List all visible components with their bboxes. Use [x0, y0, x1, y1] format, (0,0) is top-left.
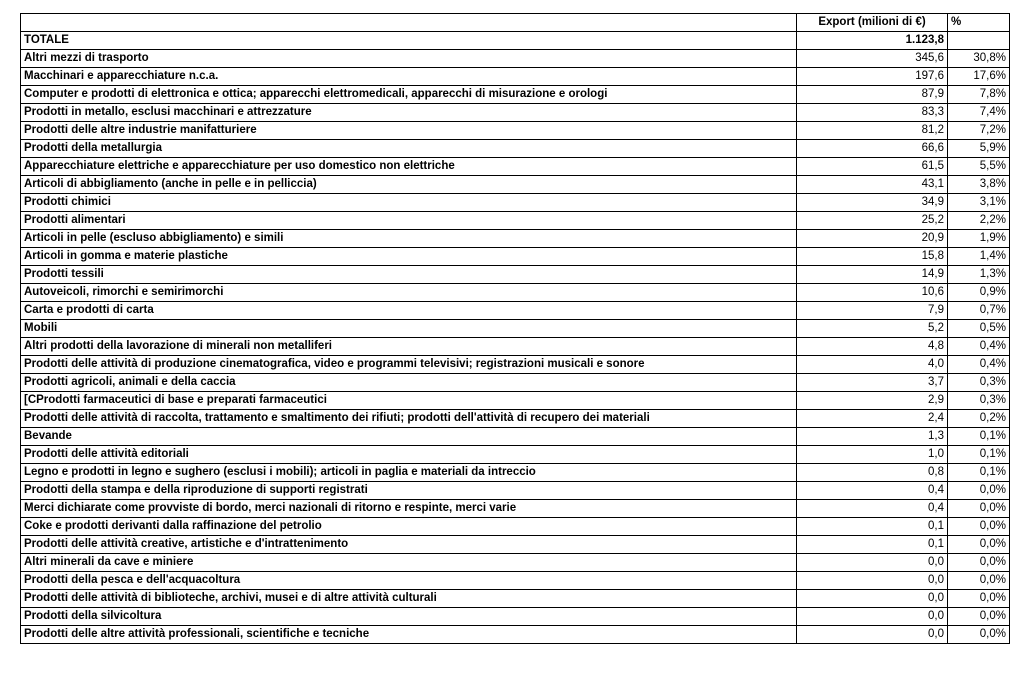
row-export-cell: 1,0: [797, 446, 948, 464]
table-row: [21, 194, 1010, 212]
row-label-cell: Articoli in gomma e materie plastiche: [21, 248, 797, 266]
row-export-cell: 10,6: [797, 284, 948, 302]
total-pct-cell: [948, 32, 1010, 50]
row-export-cell: 0,0: [797, 572, 948, 590]
total-row: [21, 32, 1010, 50]
row-export-cell: 0,4: [797, 500, 948, 518]
row-export-cell: 81,2: [797, 122, 948, 140]
row-label-cell: Carta e prodotti di carta: [21, 302, 797, 320]
table-row: [21, 482, 1010, 500]
table-row: [21, 266, 1010, 284]
row-export-cell: 14,9: [797, 266, 948, 284]
table-row: [21, 446, 1010, 464]
row-label-cell: Articoli in pelle (escluso abbigliamento) e simili: [21, 230, 797, 248]
row-export-cell: 0,4: [797, 482, 948, 500]
row-export-cell: 20,9: [797, 230, 948, 248]
table-row: [21, 572, 1010, 590]
row-label-cell: Altri minerali da cave e miniere: [21, 554, 797, 572]
table-row: [21, 338, 1010, 356]
row-export-cell: 1,3: [797, 428, 948, 446]
row-label-cell: Computer e prodotti di elettronica e ottica; apparecchi elettromedicali, apparecchi di misurazione e orologi: [21, 86, 797, 104]
row-pct-cell: 2,2%: [948, 212, 1010, 230]
header-export-cell: Export (milioni di €): [797, 14, 948, 32]
row-pct-cell: 0,1%: [948, 464, 1010, 482]
row-pct-cell: 3,8%: [948, 176, 1010, 194]
table-row: [21, 248, 1010, 266]
row-pct-cell: 0,0%: [948, 536, 1010, 554]
row-label-cell: Autoveicoli, rimorchi e semirimorchi: [21, 284, 797, 302]
table-row: [21, 392, 1010, 410]
row-pct-cell: 5,9%: [948, 140, 1010, 158]
row-pct-cell: 0,1%: [948, 446, 1010, 464]
row-pct-cell: 0,2%: [948, 410, 1010, 428]
row-pct-cell: 7,2%: [948, 122, 1010, 140]
row-pct-cell: 0,0%: [948, 500, 1010, 518]
row-export-cell: 0,1: [797, 536, 948, 554]
table-row: [21, 464, 1010, 482]
table-row: [21, 590, 1010, 608]
row-pct-cell: 0,3%: [948, 392, 1010, 410]
row-label-cell: Articoli di abbigliamento (anche in pelle e in pelliccia): [21, 176, 797, 194]
row-export-cell: 0,0: [797, 608, 948, 626]
table-row: [21, 320, 1010, 338]
row-pct-cell: 0,0%: [948, 554, 1010, 572]
row-label-cell: Prodotti della stampa e della riproduzione di supporti registrati: [21, 482, 797, 500]
table-row: [21, 536, 1010, 554]
row-label-cell: Prodotti delle attività editoriali: [21, 446, 797, 464]
table-row: [21, 500, 1010, 518]
row-label-cell: Prodotti delle attività di raccolta, trattamento e smaltimento dei rifiuti; prodotti dell'attività di recupero dei materiali: [21, 410, 797, 428]
row-label-cell: Prodotti alimentari: [21, 212, 797, 230]
row-label-cell: Prodotti agricoli, animali e della caccia: [21, 374, 797, 392]
table-row: [21, 626, 1010, 644]
row-pct-cell: 0,0%: [948, 608, 1010, 626]
total-label-cell: TOTALE: [21, 32, 797, 50]
row-label-cell: Prodotti chimici: [21, 194, 797, 212]
row-label-cell: Prodotti delle altre industrie manifatturiere: [21, 122, 797, 140]
table-row: [21, 158, 1010, 176]
row-export-cell: 7,9: [797, 302, 948, 320]
row-export-cell: 25,2: [797, 212, 948, 230]
row-label-cell: Altri mezzi di trasporto: [21, 50, 797, 68]
row-label-cell: Prodotti tessili: [21, 266, 797, 284]
row-pct-cell: 0,9%: [948, 284, 1010, 302]
row-label-cell: Apparecchiature elettriche e apparecchiature per uso domestico non elettriche: [21, 158, 797, 176]
row-pct-cell: 0,0%: [948, 572, 1010, 590]
table-row: [21, 86, 1010, 104]
row-pct-cell: 0,5%: [948, 320, 1010, 338]
row-export-cell: 0,0: [797, 554, 948, 572]
row-export-cell: 2,9: [797, 392, 948, 410]
row-label-cell: Bevande: [21, 428, 797, 446]
table-row: [21, 608, 1010, 626]
row-pct-cell: 0,0%: [948, 626, 1010, 644]
row-export-cell: 83,3: [797, 104, 948, 122]
row-label-cell: Coke e prodotti derivanti dalla raffinazione del petrolio: [21, 518, 797, 536]
row-label-cell: Merci dichiarate come provviste di bordo, merci nazionali di ritorno e respinte, merci varie: [21, 500, 797, 518]
table-row: [21, 104, 1010, 122]
row-label-cell: Prodotti della metallurgia: [21, 140, 797, 158]
row-export-cell: 345,6: [797, 50, 948, 68]
row-export-cell: 66,6: [797, 140, 948, 158]
row-label-cell: Mobili: [21, 320, 797, 338]
row-export-cell: 5,2: [797, 320, 948, 338]
row-label-cell: Prodotti delle attività di biblioteche, archivi, musei e di altre attività culturali: [21, 590, 797, 608]
table-row: [21, 212, 1010, 230]
row-label-cell: Prodotti delle altre attività professionali, scientifiche e tecniche: [21, 626, 797, 644]
row-pct-cell: 30,8%: [948, 50, 1010, 68]
row-pct-cell: 17,6%: [948, 68, 1010, 86]
row-label-cell: Macchinari e apparecchiature n.c.a.: [21, 68, 797, 86]
row-pct-cell: 0,4%: [948, 356, 1010, 374]
row-label-cell: Prodotti della silvicoltura: [21, 608, 797, 626]
row-export-cell: 87,9: [797, 86, 948, 104]
row-label-cell: Altri prodotti della lavorazione di minerali non metalliferi: [21, 338, 797, 356]
table-row: [21, 356, 1010, 374]
table-row: [21, 554, 1010, 572]
row-pct-cell: 5,5%: [948, 158, 1010, 176]
row-export-cell: 43,1: [797, 176, 948, 194]
row-pct-cell: 0,0%: [948, 482, 1010, 500]
table-row: [21, 374, 1010, 392]
export-table: [20, 13, 1010, 644]
table-row: [21, 518, 1010, 536]
header-row: [21, 14, 1010, 32]
row-label-cell: Prodotti delle attività di produzione cinematografica, video e programmi televisivi; registrazioni musicali e sonore: [21, 356, 797, 374]
row-export-cell: 0,0: [797, 590, 948, 608]
row-pct-cell: 0,4%: [948, 338, 1010, 356]
table-row: [21, 140, 1010, 158]
row-pct-cell: 0,0%: [948, 590, 1010, 608]
row-export-cell: 0,8: [797, 464, 948, 482]
row-export-cell: 61,5: [797, 158, 948, 176]
table-row: [21, 302, 1010, 320]
row-pct-cell: 7,8%: [948, 86, 1010, 104]
row-export-cell: 0,0: [797, 626, 948, 644]
row-export-cell: 2,4: [797, 410, 948, 428]
row-pct-cell: 1,3%: [948, 266, 1010, 284]
header-pct-cell: %: [948, 14, 1010, 32]
table-row: [21, 68, 1010, 86]
table-row: [21, 176, 1010, 194]
row-export-cell: 34,9: [797, 194, 948, 212]
row-export-cell: 15,8: [797, 248, 948, 266]
row-label-cell: [CProdotti farmaceutici di base e preparati farmaceutici: [21, 392, 797, 410]
table-row: [21, 284, 1010, 302]
table-row: [21, 122, 1010, 140]
row-pct-cell: 1,9%: [948, 230, 1010, 248]
row-pct-cell: 1,4%: [948, 248, 1010, 266]
row-label-cell: Prodotti delle attività creative, artistiche e d'intrattenimento: [21, 536, 797, 554]
table-row: [21, 50, 1010, 68]
row-label-cell: Prodotti in metallo, esclusi macchinari e attrezzature: [21, 104, 797, 122]
row-export-cell: 4,0: [797, 356, 948, 374]
row-pct-cell: 7,4%: [948, 104, 1010, 122]
row-export-cell: 3,7: [797, 374, 948, 392]
header-label-cell: [21, 14, 797, 32]
row-label-cell: Prodotti della pesca e dell'acquacoltura: [21, 572, 797, 590]
row-export-cell: 197,6: [797, 68, 948, 86]
row-pct-cell: 0,7%: [948, 302, 1010, 320]
row-export-cell: 0,1: [797, 518, 948, 536]
table-row: [21, 410, 1010, 428]
total-export-cell: 1.123,8: [797, 32, 948, 50]
row-pct-cell: 0,3%: [948, 374, 1010, 392]
row-label-cell: Legno e prodotti in legno e sughero (esclusi i mobili); articoli in paglia e materiali da intreccio: [21, 464, 797, 482]
row-pct-cell: 0,1%: [948, 428, 1010, 446]
table-row: [21, 428, 1010, 446]
table-row: [21, 230, 1010, 248]
row-pct-cell: 0,0%: [948, 518, 1010, 536]
row-export-cell: 4,8: [797, 338, 948, 356]
row-pct-cell: 3,1%: [948, 194, 1010, 212]
